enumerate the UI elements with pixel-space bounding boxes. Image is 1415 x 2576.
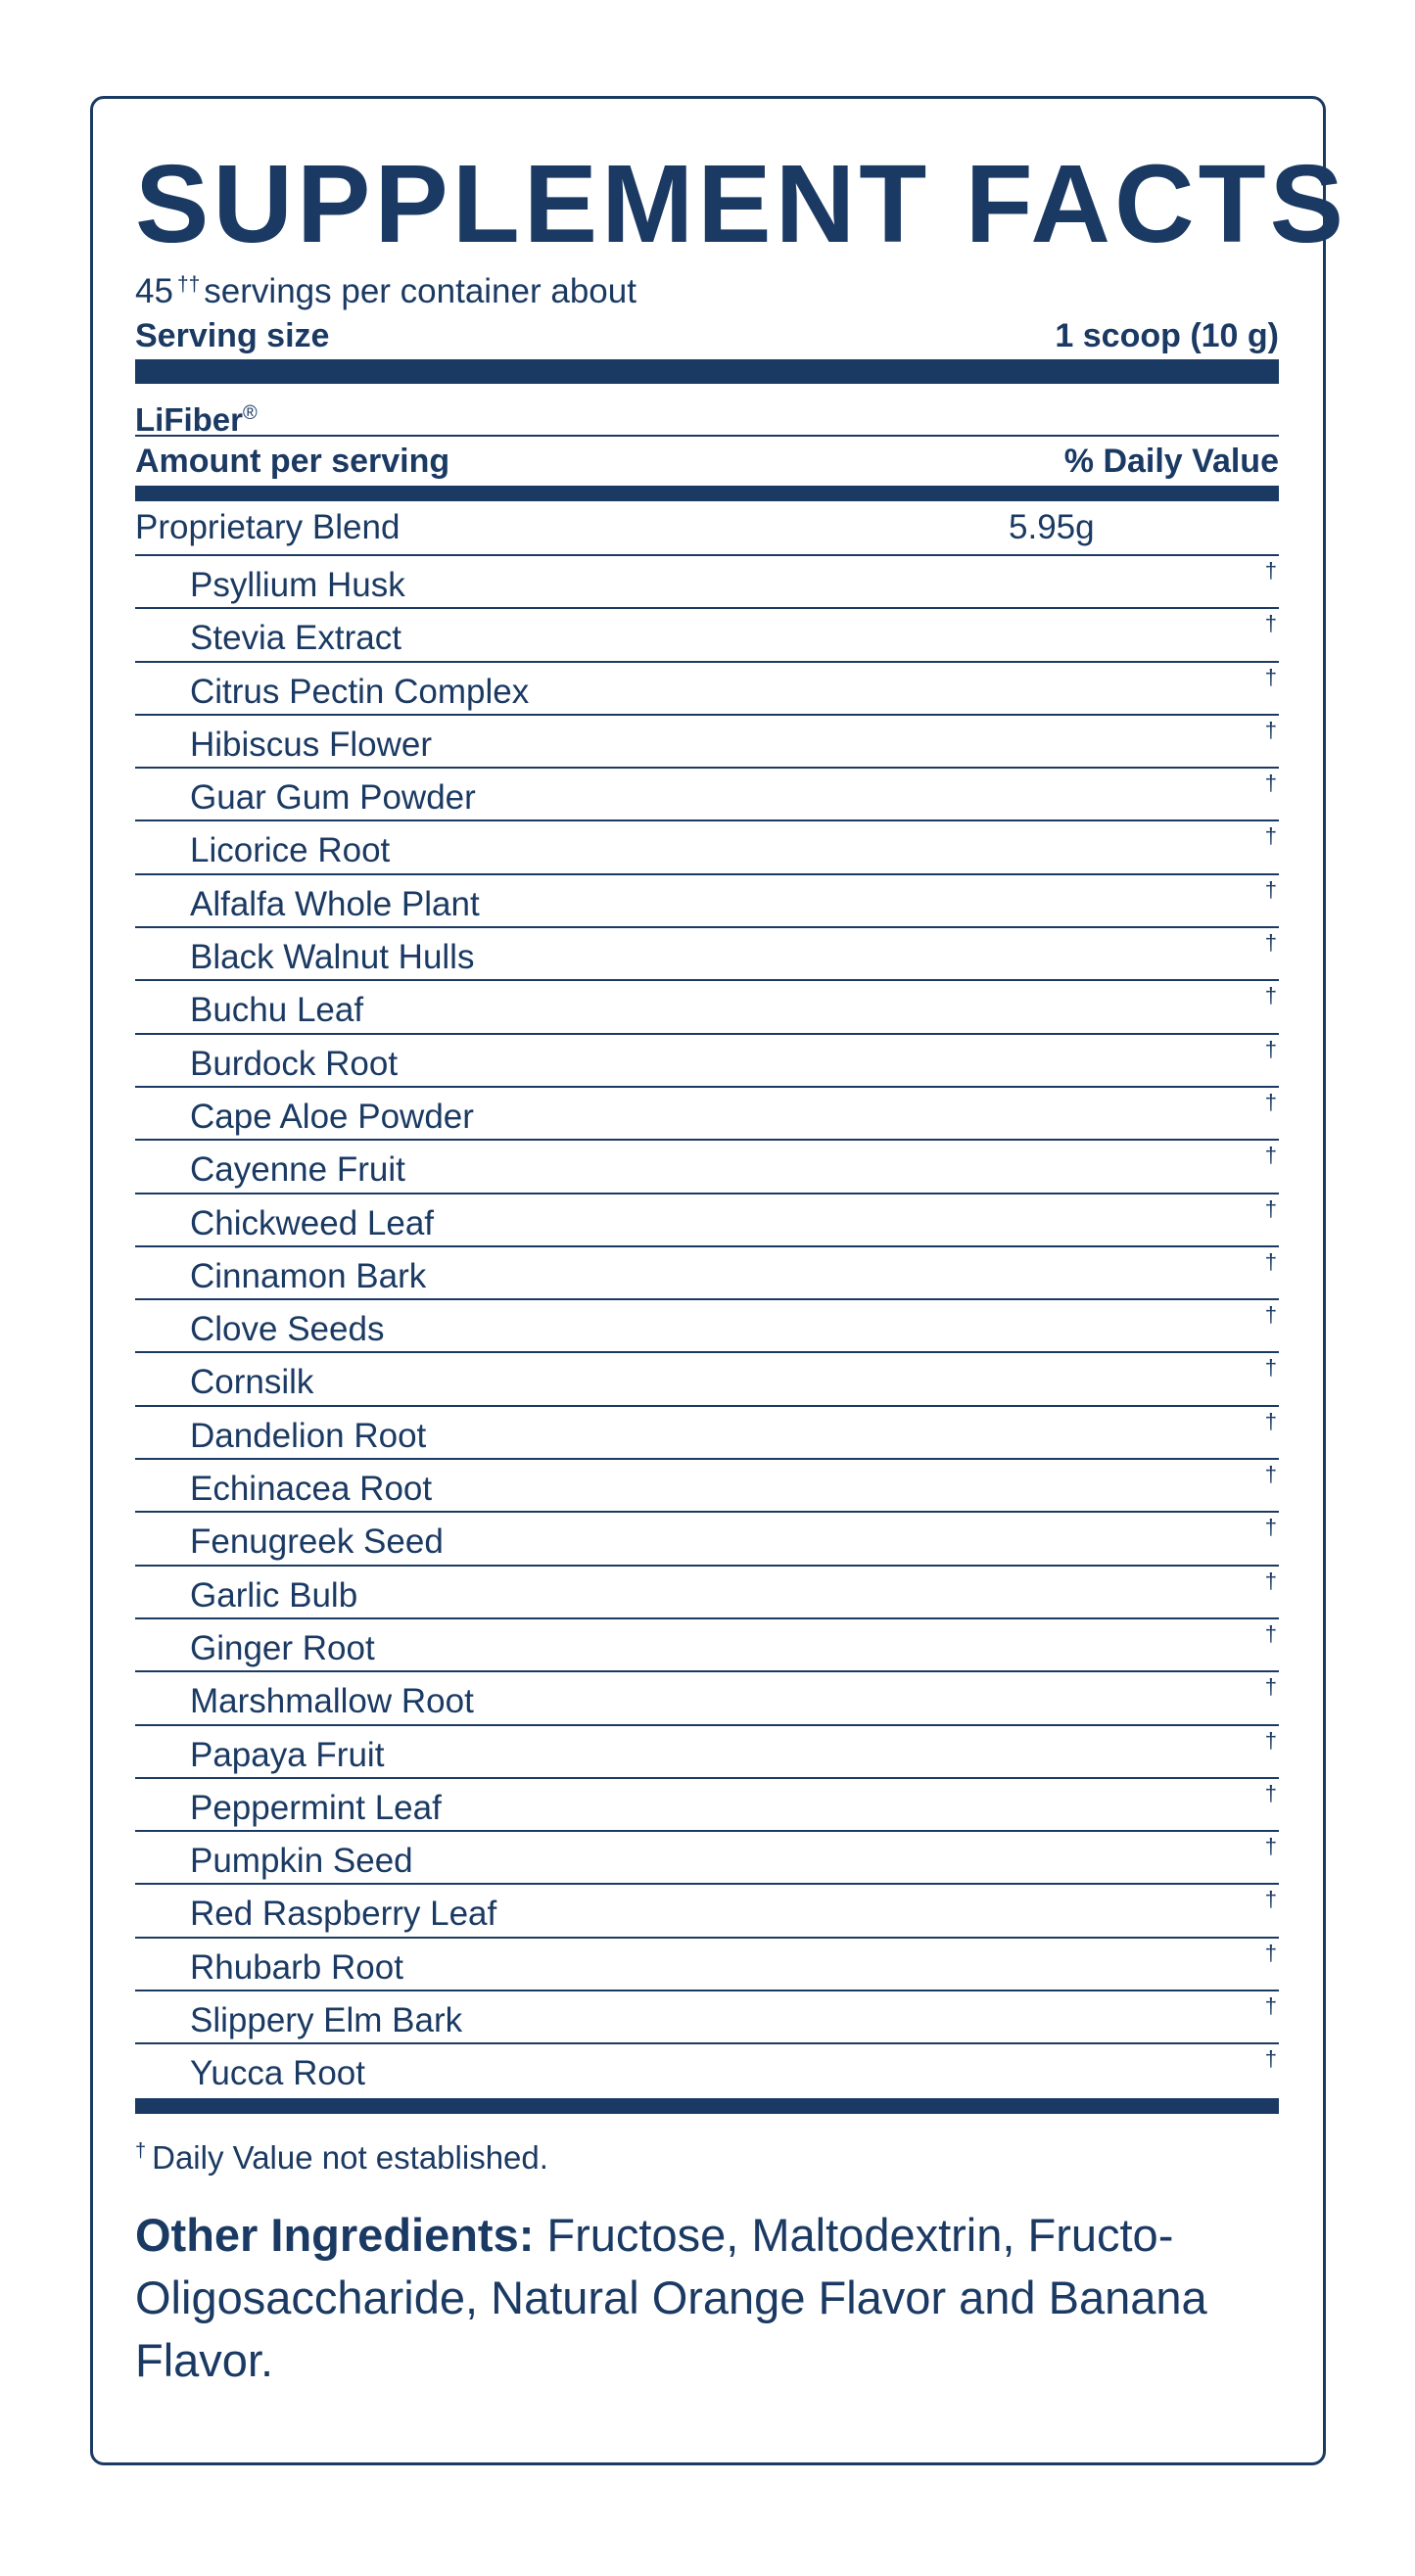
- daily-value-not-established-mark: †: [1264, 1195, 1277, 1221]
- ingredient-name: Cayenne Fruit: [190, 1150, 405, 1190]
- daily-value-not-established-mark: †: [1264, 930, 1277, 956]
- medium-divider: [135, 486, 1279, 501]
- daily-value-not-established-mark: †: [1264, 1780, 1277, 1805]
- daily-value-not-established-mark: †: [1264, 1355, 1277, 1381]
- daily-value-label: % Daily Value: [1063, 442, 1279, 480]
- daily-value-not-established-mark: †: [1264, 1515, 1277, 1540]
- other-ingredients-label: Other Ingredients:: [135, 2208, 535, 2261]
- blend-name: Proprietary Blend: [135, 508, 401, 546]
- ingredient-row: [135, 1567, 1279, 1619]
- other-ingredients: [135, 2204, 1279, 2392]
- ingredient-name: Cornsilk: [190, 1363, 314, 1402]
- ingredient-name: Dandelion Root: [190, 1416, 427, 1455]
- ingredient-name: Papaya Fruit: [190, 1735, 385, 1774]
- ingredient-row: [135, 1353, 1279, 1406]
- ingredient-row: [135, 556, 1279, 609]
- ingredient-name: Alfalfa Whole Plant: [190, 884, 480, 923]
- daily-value-not-established-mark: †: [1264, 664, 1277, 689]
- daily-value-not-established-mark: †: [1264, 1089, 1277, 1114]
- ingredient-name: Licorice Root: [190, 831, 391, 870]
- daily-value-not-established-mark: †: [1264, 1462, 1277, 1487]
- daily-value-not-established-mark: †: [1264, 1834, 1277, 1859]
- ingredient-name: Marshmallow Root: [190, 1682, 474, 1721]
- daily-value-not-established-mark: †: [1264, 1674, 1277, 1700]
- ingredient-row: [135, 1672, 1279, 1725]
- amount-per-serving-label: Amount per serving: [135, 442, 450, 480]
- ingredient-row: [135, 821, 1279, 874]
- ingredient-row: [135, 1407, 1279, 1460]
- ingredient-row: [135, 1939, 1279, 1991]
- ingredient-name: Yucca Root: [190, 2054, 365, 2093]
- ingredient-name: Guar Gum Powder: [190, 778, 476, 818]
- panel-title: SUPPLEMENT FACTS: [135, 142, 1348, 265]
- ingredient-name: Citrus Pectin Complex: [190, 672, 530, 711]
- footnote-text: Daily Value not established.: [152, 2138, 548, 2176]
- ingredient-name: Hibiscus Flower: [190, 725, 432, 764]
- ingredient-name: Pumpkin Seed: [190, 1842, 413, 1881]
- daily-value-not-established-mark: †: [1264, 823, 1277, 849]
- bottom-divider: [135, 2098, 1279, 2114]
- registered-mark: ®: [243, 402, 258, 424]
- footnote-mark: †: [135, 2139, 147, 2162]
- ingredient-row: [135, 663, 1279, 716]
- ingredient-row: [135, 1991, 1279, 2044]
- ingredient-row: [135, 609, 1279, 662]
- ingredient-name: Fenugreek Seed: [190, 1522, 444, 1562]
- ingredient-row: [135, 1035, 1279, 1088]
- daily-value-not-established-mark: †: [1264, 1036, 1277, 1061]
- ingredient-row: [135, 1513, 1279, 1566]
- ingredient-name: Clove Seeds: [190, 1310, 385, 1349]
- daily-value-not-established-mark: †: [1264, 2046, 1277, 2072]
- daily-value-not-established-mark: †: [1264, 1940, 1277, 1965]
- ingredient-row: [135, 1726, 1279, 1779]
- servings-per-container: [135, 264, 1279, 312]
- ingredient-row: [135, 1832, 1279, 1885]
- brand-name: LiFiber: [135, 401, 244, 438]
- ingredient-row: [135, 1460, 1279, 1513]
- ingredient-name: Burdock Root: [190, 1044, 399, 1083]
- ingredient-row: [135, 875, 1279, 928]
- ingredient-name: Buchu Leaf: [190, 991, 364, 1030]
- ingredient-row: [135, 1619, 1279, 1672]
- ingredient-row: [135, 1300, 1279, 1353]
- daily-value-not-established-mark: †: [1264, 1143, 1277, 1168]
- servings-count: 45: [135, 272, 173, 310]
- ingredient-name: Ginger Root: [190, 1628, 375, 1667]
- daily-value-not-established-mark: †: [1264, 1248, 1277, 1274]
- daily-value-not-established-mark: †: [1264, 983, 1277, 1008]
- daily-value-not-established-mark: †: [1264, 1408, 1277, 1433]
- ingredient-row: [135, 1885, 1279, 1938]
- daily-value-not-established-mark: †: [1264, 1620, 1277, 1646]
- ingredient-row: [135, 1779, 1279, 1832]
- daily-value-not-established-mark: †: [1264, 1727, 1277, 1753]
- amount-header-row: [135, 437, 1279, 486]
- ingredient-name: Stevia Extract: [190, 619, 401, 658]
- ingredient-row: [135, 1194, 1279, 1247]
- daily-value-not-established-mark: †: [1264, 1993, 1277, 2019]
- daily-value-not-established-mark: †: [1264, 876, 1277, 902]
- daily-value-not-established-mark: †: [1264, 1887, 1277, 1912]
- ingredient-name: Black Walnut Hulls: [190, 938, 475, 977]
- daily-value-not-established-mark: †: [1264, 771, 1277, 796]
- ingredient-row: [135, 716, 1279, 769]
- serving-size-label: Serving size: [135, 316, 330, 354]
- ingredient-row: [135, 769, 1279, 821]
- other-ingredients-text: Fructose, Maltodextrin, Fructo-Oligosaccharide, Natural Orange Flavor and Banana Flavor.: [135, 2208, 1207, 2386]
- ingredient-row: [135, 1088, 1279, 1141]
- ingredient-name: Garlic Bulb: [190, 1575, 358, 1615]
- footnote: [135, 2130, 1279, 2176]
- serving-size-row: [135, 312, 1279, 359]
- ingredient-name: Red Raspberry Leaf: [190, 1895, 497, 1934]
- thick-divider: [135, 359, 1279, 384]
- ingredient-name: Peppermint Leaf: [190, 1788, 442, 1827]
- ingredient-row: [135, 1247, 1279, 1300]
- ingredient-row: [135, 1141, 1279, 1194]
- ingredient-list: [135, 556, 1279, 2098]
- ingredient-row: [135, 928, 1279, 981]
- ingredient-name: Cinnamon Bark: [190, 1256, 427, 1295]
- ingredient-name: Slippery Elm Bark: [190, 2001, 463, 2040]
- ingredient-name: Chickweed Leaf: [190, 1203, 435, 1242]
- ingredient-name: Echinacea Root: [190, 1470, 433, 1509]
- ingredient-name: Cape Aloe Powder: [190, 1097, 474, 1136]
- ingredient-row: [135, 981, 1279, 1034]
- servings-text: servings per container about: [204, 272, 637, 310]
- daily-value-not-established-mark: †: [1264, 1302, 1277, 1328]
- proprietary-blend-row: [135, 501, 1279, 556]
- ingredient-name: Rhubarb Root: [190, 1947, 403, 1987]
- ingredient-name: Psyllium Husk: [190, 566, 405, 604]
- servings-footnote-mark: ††: [176, 273, 201, 296]
- daily-value-not-established-mark: †: [1264, 558, 1277, 583]
- daily-value-not-established-mark: †: [1264, 611, 1277, 636]
- serving-size-value: 1 scoop (10 g): [1055, 316, 1279, 354]
- brand-row: [135, 392, 1279, 437]
- supplement-facts-panel: [135, 142, 1348, 2392]
- blend-amount: 5.95g: [1009, 508, 1095, 546]
- daily-value-not-established-mark: †: [1264, 717, 1277, 742]
- ingredient-row: [135, 2044, 1279, 2097]
- daily-value-not-established-mark: †: [1264, 1568, 1277, 1593]
